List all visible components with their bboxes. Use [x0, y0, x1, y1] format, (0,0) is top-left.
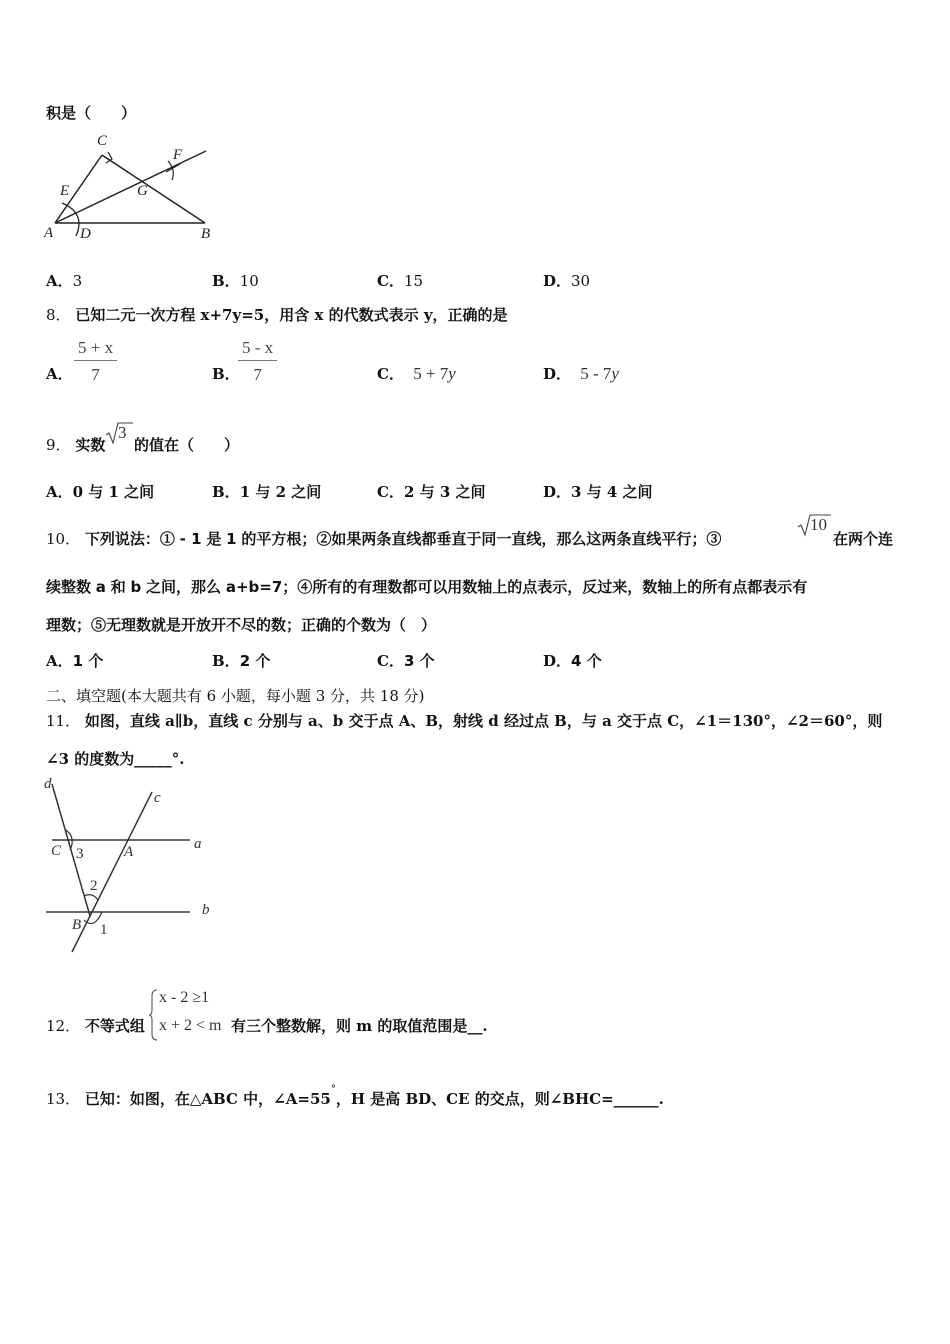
q10-line1-tail: 在两个连: [833, 530, 894, 548]
q10-option-a[interactable]: A．1 个: [46, 652, 104, 670]
q9-option-c[interactable]: C．2 与 3 之间: [377, 483, 486, 501]
q12-stem-post: 有三个整数解，则 m 的取值范围是__.: [231, 1017, 488, 1035]
q11-label-c-line: c: [154, 790, 161, 806]
q7-option-b[interactable]: B．10: [212, 272, 259, 290]
q8-stem: [46, 304, 508, 325]
q8-option-d[interactable]: D． 5 - 7y: [543, 364, 619, 383]
section-2-title: 二、填空题(本大题共有 6 小题，每小题 3 分，共 18 分): [46, 687, 425, 705]
q9-radicand: 3: [118, 423, 127, 442]
q11-angle-2-arc: [84, 895, 98, 900]
q9-pre: 实数: [75, 436, 106, 454]
q9-option-a[interactable]: A．0 与 1 之间: [46, 483, 155, 501]
q8-a-numerator: 5 + x: [74, 338, 117, 361]
q10-line1: 10． 下列说法：① - 1 是 1 的平方根；②如果两条直线都垂直于同一直线，那么这两条直线平行；③: [46, 530, 722, 548]
q9-number: 9．: [46, 436, 71, 454]
q8-b-denominator: 7: [253, 365, 262, 384]
q11-parallel-lines-figure: [40, 772, 230, 958]
q12-inequality-2: x + 2 < m: [159, 1017, 222, 1034]
q13-stem: 13． 已知：如图，在△ABC 中，∠A=55°，H 是高 BD、CE 的交点，则∠BHC=______.: [46, 1084, 664, 1108]
q8-option-c[interactable]: C． 5 + 7y: [377, 364, 456, 383]
q12-number: 12．: [46, 1017, 81, 1035]
q8-option-b-fraction[interactable]: [238, 338, 277, 385]
q7-option-d[interactable]: D．30: [543, 272, 591, 290]
q11-line-c: [72, 792, 152, 952]
q8-option-a-letter[interactable]: A．: [46, 365, 73, 383]
q8-option-a-fraction[interactable]: [74, 338, 117, 385]
q8-text: 已知二元一次方程 x+7y=5，用含 x 的代数式表示 y，正确的是: [75, 306, 508, 324]
q11-label-b-point: B: [72, 917, 82, 933]
q9-stem: [46, 434, 105, 455]
q11-line1: 11． 如图，直线 a∥b，直线 c 分别与 a、b 交于点 A、B，射线 d 经过点 B，与 a 交于点 C，∠1＝130°，∠2＝60°，则: [46, 712, 883, 730]
q7-label-e: E: [60, 183, 70, 199]
q7-option-c[interactable]: C．15: [377, 272, 424, 290]
q9-post: 的值在（ ）: [134, 436, 240, 454]
q8-b-numerator: 5 - x: [238, 338, 277, 361]
q10-number: 10．: [46, 530, 81, 548]
q9-option-b[interactable]: B．1 与 2 之间: [212, 483, 322, 501]
q11-label-d: d: [44, 776, 52, 792]
q7-label-a: A: [44, 225, 54, 241]
q11-label-angle-3: 3: [76, 846, 84, 862]
q11-label-a-line: a: [194, 836, 202, 852]
q9-option-d[interactable]: D．3 与 4 之间: [543, 483, 653, 501]
q7-label-g: G: [137, 183, 148, 199]
q7-label-d: D: [80, 226, 91, 242]
q11-label-b-line: b: [202, 902, 210, 918]
q7-label-b: B: [201, 226, 211, 242]
q11-label-angle-2: 2: [90, 878, 98, 894]
q10-option-d[interactable]: D．4 个: [543, 652, 602, 670]
q11-label-a-point: A: [124, 844, 134, 860]
q12-inequality-1: x - 2 ≥1: [159, 989, 210, 1006]
q11-number: 11．: [46, 712, 81, 730]
q10-line2: 续整数 a 和 b 之间，那么 a+b=7；④所有的有理数都可以用数轴上的点表示，反过来，数轴上的所有点都表示有: [46, 578, 808, 596]
q8-option-b-letter[interactable]: B．: [212, 365, 240, 383]
q7-label-c: C: [97, 133, 108, 149]
q7-label-f: F: [173, 147, 183, 163]
q7-option-a[interactable]: A．3: [46, 272, 83, 290]
q7-stem-tail: 积是（ ）: [46, 104, 137, 122]
q7-triangle-figure: [40, 128, 220, 246]
q10-option-c[interactable]: C．3 个: [377, 652, 435, 670]
q11-label-c-point: C: [51, 843, 62, 859]
q12-stem-pre: 12． 不等式组: [46, 1017, 145, 1035]
q11-label-angle-1: 1: [100, 922, 108, 938]
q10-line3: 理数；⑤无理数就是开放开不尽的数；正确的个数为（ ）: [46, 616, 437, 634]
q11-line2: ∠3 的度数为_____°.: [46, 750, 185, 768]
q10-radicand: 10: [810, 515, 827, 534]
q8-number: 8．: [46, 306, 71, 324]
q13-number: 13．: [46, 1090, 81, 1108]
q10-option-b[interactable]: B．2 个: [212, 652, 271, 670]
q8-a-denominator: 7: [91, 365, 100, 384]
